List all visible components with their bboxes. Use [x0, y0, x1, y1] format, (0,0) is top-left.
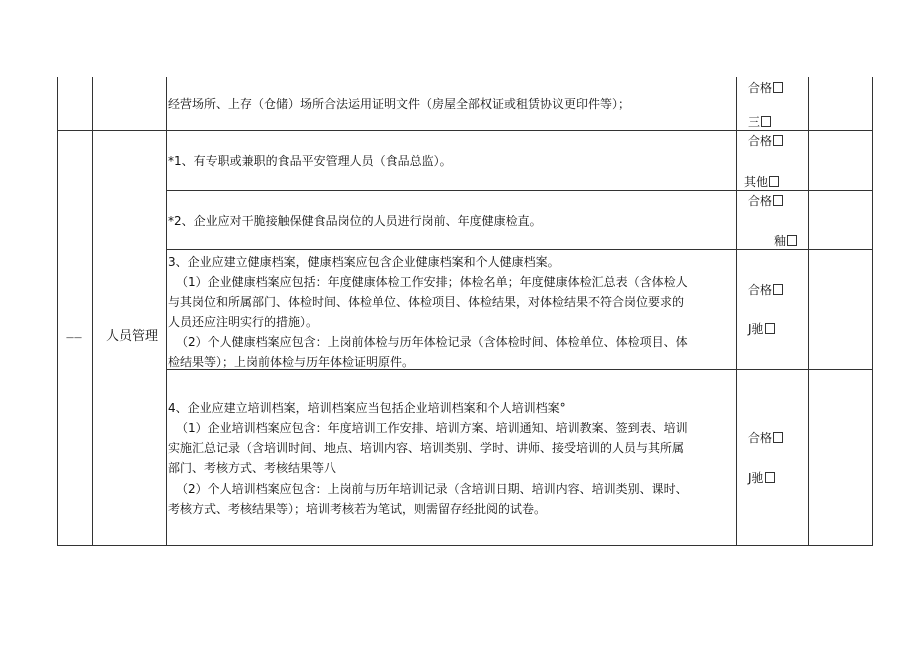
item-1-mark-2 — [744, 174, 779, 190]
row-divider-item-2 — [166, 249, 873, 250]
item-4-line-5: （2）个人培训档案应包含：上岗前与历年培训记录（含培训日期、培训内容、培训类别、课时、 — [176, 482, 688, 496]
column-divider-1 — [92, 77, 93, 546]
checkbox-icon — [773, 135, 783, 146]
section-number: —— — [66, 333, 82, 342]
mark-label: 釉 — [774, 234, 787, 248]
item-2-mark-2 — [774, 233, 797, 249]
item-3-mark-1 — [748, 282, 783, 298]
row-top-text: 经营场所、上存（仓储）场所合法运用证明文件（房屋全部权证或租赁协议更印件等）； — [168, 97, 631, 111]
row-divider-item-1 — [166, 190, 873, 191]
table-bottom-border — [57, 545, 873, 546]
checkbox-icon — [773, 195, 783, 206]
mark-label: 合格 — [748, 134, 773, 148]
item-3-line-4: 人员还应注明实行的措施）。 — [168, 315, 319, 329]
item-2-line-1: *2、企业应对干脆接触保健食品岗位的人员进行岗前、年度健康检直。 — [168, 214, 542, 228]
item-3-line-3: 与其岗位和所属部门、体检时间、体检单位、体检项目、体检结果，对体检结果不符合岗位要求的 — [168, 295, 685, 309]
item-4-line-4: 部门、考核方式、考核结果等八 — [168, 461, 337, 475]
item-3-line-6: 检结果等）；上岗前体检与历年体检证明原件。 — [168, 355, 415, 369]
mark-label: J驰 — [748, 322, 764, 336]
row-divider-top-section — [57, 130, 873, 131]
item-4-line-6: 考核方式、考核结果等）；培训考核若为笔试，则需留存经批阅的试卷。 — [168, 502, 547, 516]
item-4-mark-1 — [748, 430, 783, 446]
item-4-line-3: 实施汇总记录（含培训时间、地点、培训内容、培训类别、学时、讲师、接受培训的人员与其所属 — [168, 441, 685, 455]
item-3-mark-2 — [748, 321, 775, 337]
mark-label: 合格 — [748, 283, 773, 297]
checkbox-icon — [761, 116, 771, 127]
checkbox-icon — [773, 284, 783, 295]
table-left-border — [57, 77, 58, 546]
item-1-mark-1 — [748, 133, 783, 149]
section-category: 人员管理 — [106, 329, 159, 344]
item-2-mark-1 — [748, 193, 783, 209]
table-right-border — [872, 77, 873, 546]
mark-label: 合格 — [748, 81, 773, 95]
item-3-line-1: 3、企业应建立健康档案，健康档案应包含企业健康档案和个人健康档案。 — [168, 255, 560, 269]
mark-label: 合格 — [748, 194, 773, 208]
column-divider-2 — [166, 77, 167, 546]
mark-label: 其他 — [744, 175, 769, 189]
checkbox-icon — [787, 235, 797, 246]
item-1-line-1: *1、有专职或兼职的食品平安管理人员（食品总监）。 — [168, 154, 452, 168]
mark-label: 三 — [748, 115, 761, 129]
checkbox-icon — [773, 432, 783, 443]
item-4-mark-2 — [748, 470, 775, 486]
item-4-line-2: （1）企业培训档案应包含：年度培训工作安排、培训方案、培训通知、培训教案、签到表、培训 — [176, 421, 688, 435]
row-top-mark-2 — [748, 114, 771, 130]
row-top-mark-1 — [748, 80, 783, 96]
item-3-line-2: （1）企业健康档案应包括：年度健康体检工作安排；体检名单；年度健康体检汇总表（含体检人 — [176, 275, 688, 289]
item-4-line-1: 4、企业应建立培训档案，培训档案应当包括企业培训档案和个人培训档案° — [168, 401, 566, 415]
checkbox-icon — [773, 82, 783, 93]
checkbox-icon — [769, 176, 779, 187]
column-divider-4 — [808, 77, 809, 546]
mark-label: 合格 — [748, 431, 773, 445]
column-divider-3 — [736, 77, 737, 546]
mark-label: J驰 — [748, 471, 764, 485]
item-3-line-5: （2）个人健康档案应包含：上岗前体检与历年体检记录（含体检时间、体检单位、体检项目、体 — [176, 335, 688, 349]
checkbox-icon — [765, 472, 775, 483]
checkbox-icon — [765, 323, 775, 334]
